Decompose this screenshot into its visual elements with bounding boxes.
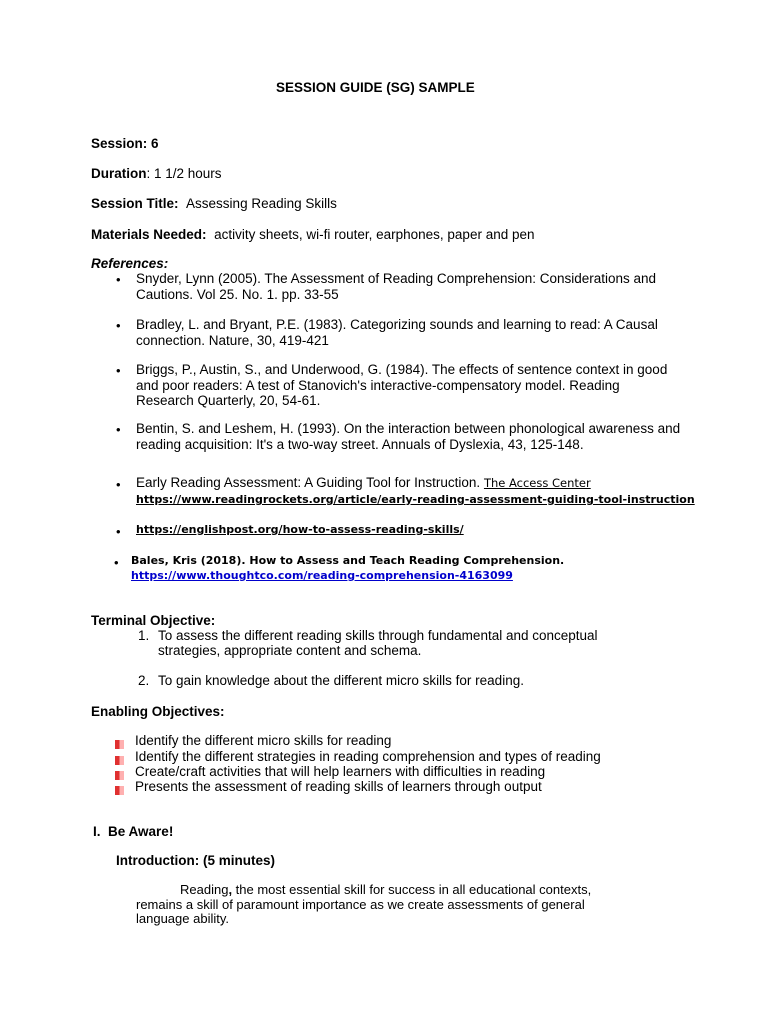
introduction-label: Introduction: (5 minutes) <box>116 853 275 868</box>
terminal-item-1-line2: strategies, appropriate content and schema. <box>158 643 422 658</box>
materials-line <box>91 227 535 242</box>
intro-paragraph-line2: remains a skill of paramount importance as we create assessments of general <box>136 897 585 912</box>
bullet-icon: • <box>116 363 121 378</box>
section-number: I. <box>93 824 101 839</box>
page-title: SESSION GUIDE (SG) SAMPLE <box>276 80 475 95</box>
duration-value: : 1 1/2 hours <box>146 166 222 181</box>
bales-text: Bales, Kris (2018). How to Assess and Teach Reading Comprehension. <box>131 554 565 567</box>
enabling-objectives-heading <box>91 704 225 719</box>
access-center-link[interactable]: The Access Center <box>483 476 591 490</box>
duration-line <box>91 166 222 181</box>
red-square-bullet-icon <box>115 782 124 800</box>
englishpost-link[interactable]: https://englishpost.org/how-to-assess-reading-skills/ <box>136 523 464 536</box>
reference-item: Briggs, P., Austin, S., and Underwood, G. (1984). The effects of sentence context in good and poor readers: A test of Stanovich's interactive-compensatory model. Reading Research Quarterly, 20, 54-61. <box>136 362 668 408</box>
paragraph-comma: , <box>228 882 233 897</box>
session-title-label: Session Title: <box>91 196 179 211</box>
bullet-icon: • <box>116 524 121 539</box>
reference-item-early <box>136 475 591 490</box>
enabling-item: Identify the different micro skills for reading <box>135 733 392 748</box>
enabling-label: Enabling Objectives: <box>91 704 225 719</box>
reference-item: Snyder, Lynn (2005). The Assessment of Reading Comprehension: Considerations and Cautions. Vol 25. No. 1. pp. 33-55 <box>136 271 657 302</box>
terminal-label: Terminal Objective: <box>91 613 216 628</box>
early-text: Early Reading Assessment: A Guiding Tool for Instruction. <box>136 475 484 490</box>
terminal-item-2: To gain knowledge about the different micro skills for reading. <box>158 673 524 688</box>
terminal-num-1: 1. <box>138 628 150 643</box>
session-line <box>91 136 159 151</box>
section-title: Be Aware! <box>108 824 174 839</box>
intro-paragraph-line1 <box>180 883 591 898</box>
bullet-icon: • <box>114 555 119 570</box>
thoughtco-link[interactable]: https://www.thoughtco.com/reading-comprehension-4163099 <box>131 569 513 582</box>
session-title-value: Assessing Reading Skills <box>186 196 337 211</box>
terminal-item-1-line1: To assess the different reading skills through fundamental and conceptual <box>158 628 598 643</box>
materials-value: activity sheets, wi-fi router, earphones, paper and pen <box>214 227 535 242</box>
section-heading <box>93 824 173 839</box>
session-label: Session: 6 <box>91 136 159 151</box>
terminal-num-2: 2. <box>138 673 150 688</box>
paragraph-rest: the most essential skill for success in all educational contexts, <box>232 882 592 897</box>
references-heading <box>91 256 168 271</box>
reference-item: Bradley, L. and Bryant, P.E. (1983). Categorizing sounds and learning to read: A Causal connection. Nature, 30, 419-421 <box>136 317 658 348</box>
enabling-item: Identify the different strategies in reading comprehension and types of reading <box>135 749 601 764</box>
bullet-icon: • <box>116 422 121 437</box>
reference-item: Bentin, S. and Leshem, H. (1993). On the interaction between phonological awareness and reading acquisition: It's a two-way street. Annuals of Dyslexia, 43, 125-148. <box>136 421 681 452</box>
enabling-item: Create/craft activities that will help learners with difficulties in reading <box>135 764 546 779</box>
intro-paragraph-line3: language ability. <box>136 911 229 926</box>
enabling-item: Presents the assessment of reading skills of learners through output <box>135 779 542 794</box>
references-label: References: <box>91 256 169 271</box>
bullet-icon: • <box>116 272 121 287</box>
readingrockets-link[interactable]: https://www.readingrockets.org/article/early-reading-assessment-guiding-tool-instruction <box>136 493 695 506</box>
paragraph-word: Reading <box>180 882 229 897</box>
materials-label: Materials Needed: <box>91 227 207 242</box>
duration-label: Duration <box>91 166 147 181</box>
bullet-icon: • <box>116 318 121 333</box>
bullet-icon: • <box>116 477 121 492</box>
session-title-line <box>91 196 337 211</box>
introduction-heading <box>116 853 275 868</box>
terminal-objective-heading <box>91 613 215 628</box>
